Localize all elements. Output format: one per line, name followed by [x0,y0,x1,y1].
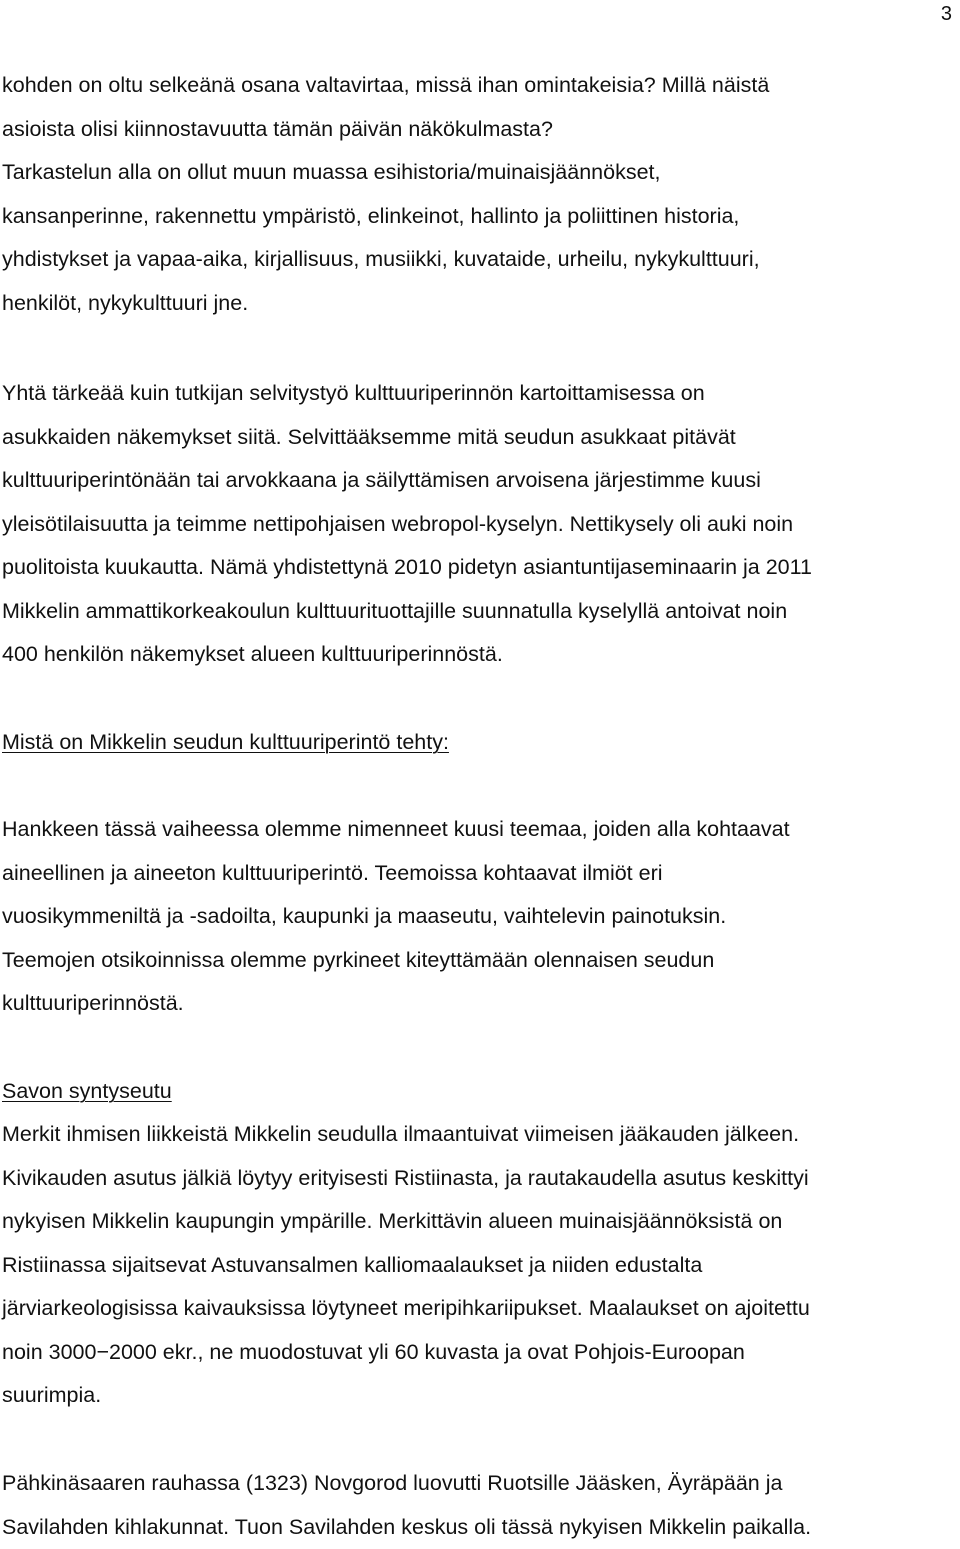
text-line: Merkit ihmisen liikkeistä Mikkelin seudulla ilmaantuivat viimeisen jääkauden jälkeen. [2,1113,957,1157]
text-line: kansanperinne, rakennettu ympäristö, elinkeinot, hallinto ja poliittinen historia, [2,195,957,239]
text-line: nykyisen Mikkelin kaupungin ympärille. Merkittävin alueen muinaisjäännöksistä on [2,1200,957,1244]
text-line: Savilahden kihlakunnat. Tuon Savilahden keskus oli tässä nykyisen Mikkelin paikalla. [2,1506,957,1549]
text-line: aineellinen ja aineeton kulttuuriperintö. Teemoissa kohtaavat ilmiöt eri [2,852,957,896]
page-number: 3 [941,2,952,26]
text-line: kulttuuriperinnöstä. [2,982,957,1026]
text-line: Pähkinäsaaren rauhassa (1323) Novgorod luovutti Ruotsille Jääsken, Äyräpään ja [2,1462,957,1506]
text-line: henkilöt, nykykulttuuri jne. [2,282,957,326]
text-line: noin 3000−2000 ekr., ne muodostuvat yli 60 kuvasta ja ovat Pohjois-Euroopan [2,1331,957,1375]
paragraph-residents-views [2,372,957,677]
text-line: asioista olisi kiinnostavuutta tämän päivän näkökulmasta? [2,108,957,152]
text-line: Teemojen otsikoinnissa olemme pyrkineet kiteyttämään olennaisen seudun [2,939,957,983]
section-heading-savon-syntyseutu [2,1070,957,1114]
text-line: yleisötilaisuutta ja teimme nettipohjaisen webropol-kyselyn. Nettikysely oli auki noin [2,503,957,547]
text-line: järviarkeologisissa kaivauksissa löytyneet meripihkariipukset. Maalaukset on ajoitettu [2,1287,957,1331]
text-line: Tarkastelun alla on ollut muun muassa esihistoria/muinaisjäännökset, [2,151,957,195]
paragraph-themes [2,808,957,1026]
text-line: Kivikauden asutus jälkiä löytyy erityisesti Ristiinasta, ja rautakaudella asutus keskittyi [2,1157,957,1201]
section-heading: Savon syntyseutu [2,1070,172,1114]
paragraph-prehistory [2,1113,957,1418]
paragraph-topics [2,64,957,325]
text-line: Yhtä tärkeää kuin tutkijan selvitystyö kulttuuriperinnön kartoittamisessa on [2,372,957,416]
section-heading: Mistä on Mikkelin seudun kulttuuriperintö tehty: [2,721,449,765]
text-line: Ristiinassa sijaitsevat Astuvansalmen kalliomaalaukset ja niiden edustalta [2,1244,957,1288]
text-line: suurimpia. [2,1374,957,1418]
section-heading-cultural-heritage [2,721,957,765]
text-line: kulttuuriperintönään tai arvokkaana ja säilyttämisen arvoisena järjestimme kuusi [2,459,957,503]
text-line: Mikkelin ammattikorkeakoulun kulttuurituottajille suunnatulla kyselyllä antoivat noin [2,590,957,634]
text-line: puolitoista kuukautta. Nämä yhdistettynä 2010 pidetyn asiantuntijaseminaarin ja 2011 [2,546,957,590]
text-line: yhdistykset ja vapaa-aika, kirjallisuus, musiikki, kuvataide, urheilu, nykykulttuuri, [2,238,957,282]
text-line: Hankkeen tässä vaiheessa olemme nimenneet kuusi teemaa, joiden alla kohtaavat [2,808,957,852]
text-line: 400 henkilön näkemykset alueen kulttuuriperinnöstä. [2,633,957,677]
text-line: vuosikymmeniltä ja -sadoilta, kaupunki ja maaseutu, vaihtelevin painotuksin. [2,895,957,939]
text-line: kohden on oltu selkeänä osana valtavirtaa, missä ihan omintakeisia? Millä näistä [2,64,957,108]
text-line: asukkaiden näkemykset siitä. Selvittääksemme mitä seudun asukkaat pitävät [2,416,957,460]
paragraph-treaty [2,1462,957,1549]
